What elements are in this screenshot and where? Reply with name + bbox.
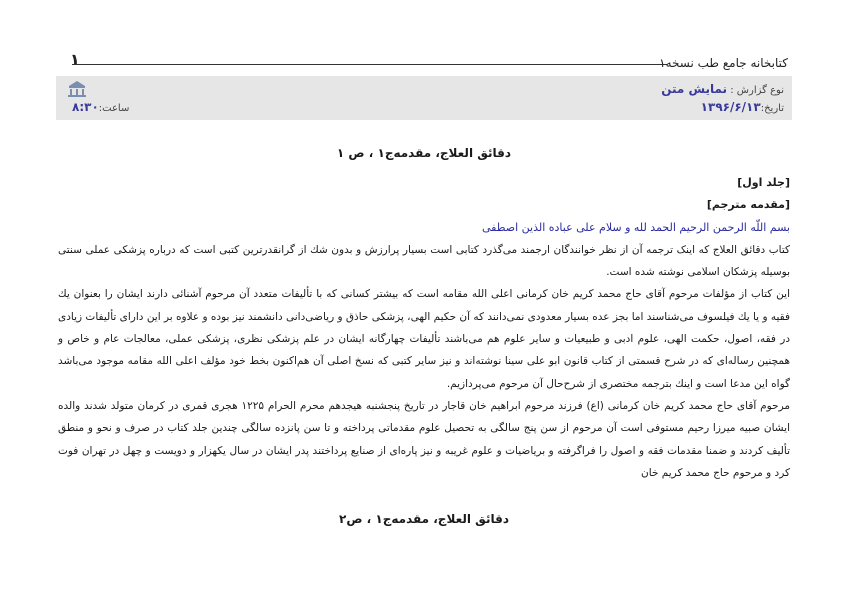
section-title-page-1: دقائق العلاج، مقدمه‌ج۱ ، ص ۱ (336, 146, 512, 160)
document-body (58, 172, 790, 484)
report-time (72, 100, 129, 114)
report-date-value: ۱۳۹۶/۶/۱۳ (700, 100, 761, 114)
paragraph-1: کتاب دقائق العلاج که اینک ترجمه آن از نظر خوانندگان ارجمند می‌گذرد کتابی است بسیار پرارزش و بدون شك از گرانقدرترین کتبی است که درباره پزشکی عملی سنتی بوسیله پزشکان اسلامی نوشته شده است. (58, 243, 790, 279)
paragraph-2: این کتاب از مؤلفات مرحوم آقای حاج محمد کریم خان کرمانی اعلی الله مقامه است که بیشتر کسانی که با تألیفات متعدد آن مرحوم آشنائی دارند ایشان را بعنوان یك فقیه و یا یك فیلسوف می‌شناسند اما بجز عده بسیار معدودی نمی‌دانند که آن حکیم الهی، پزشکی حاذق و ریاضی‌دانی دانشمند نیز بوده و علاوه بر این دارای تألیفات زیادی در فقه، اصول، حکمت الهی، علوم ادبی و طبیعیات و سایر علوم هم می‌باشند تألیفات چهارگانه ایشان در علم پزشکی نظری، پزشکی عملی، معالجات عام و خاص و همچنین رساله‌ای که در شرح قسمتی از کتاب قانون ابو علی سینا نوشته‌اند و نیز سایر کتبی که نسخ اصلی آن هم‌اکنون بخط خود مؤلف اعلی الله مقامه موجود می‌باشد گواه این مدعا است و اینك بترجمه مختصری از شرح‌حال آن مرحوم می‌پردازیم. (58, 288, 790, 390)
report-type-label: نوع گزارش : (727, 85, 784, 96)
report-type (661, 82, 784, 96)
basmala-line: بسم اللّه الرحمن الرحیم الحمد لله و سلام علی عباده الذین اصطفی (481, 220, 790, 234)
report-time-label: ساعت: (98, 103, 130, 114)
header-page-mark: ۱ (70, 50, 80, 69)
paragraph-3: مرحوم آقای حاج محمد کریم خان کرمانی (اع) فرزند مرحوم ابراهیم خان قاجار در تاریخ پنجشنبه هیجدهم محرم الحرام ۱۲۲۵ هجری قمری در کرمان متولد شدند والده ایشان صبیه میرزا رحیم مستوفی است آن مرحوم از سن پنج سالگی به تحصیل علوم مقدماتی پرداخته و تا سن پانزده سالگی چندین جلد کتاب در صرف و نحو و منطق تألیف کردند و ضمنا مقدمات فقه و اصول را فراگرفته و بریاضیات و علوم غریبه و نیز پاره‌ای از صنایع پرداختند پدر ایشان در سال یکهزار و دویست و چهل در تهران فوت کرد و مرحوم حاج محمد کریم خان (58, 399, 790, 479)
report-date-label: تاریخ: (760, 103, 784, 114)
volume-heading: [جلد اول] (737, 176, 790, 189)
header-rule (72, 64, 667, 65)
translator-intro-heading: [مقدمه مترجم] (706, 198, 790, 212)
header-title: کتابخانه جامع طب نسخه۱ (659, 56, 788, 70)
report-info-band (56, 76, 792, 120)
section-title-page-2: دقائق العلاج، مقدمه‌ج۱ ، ص۲ (339, 512, 509, 526)
report-date (701, 100, 784, 114)
report-type-value: نمایش متن (661, 82, 728, 96)
report-time-value: ۸:۳۰ (72, 100, 99, 114)
library-logo-icon (66, 80, 88, 98)
